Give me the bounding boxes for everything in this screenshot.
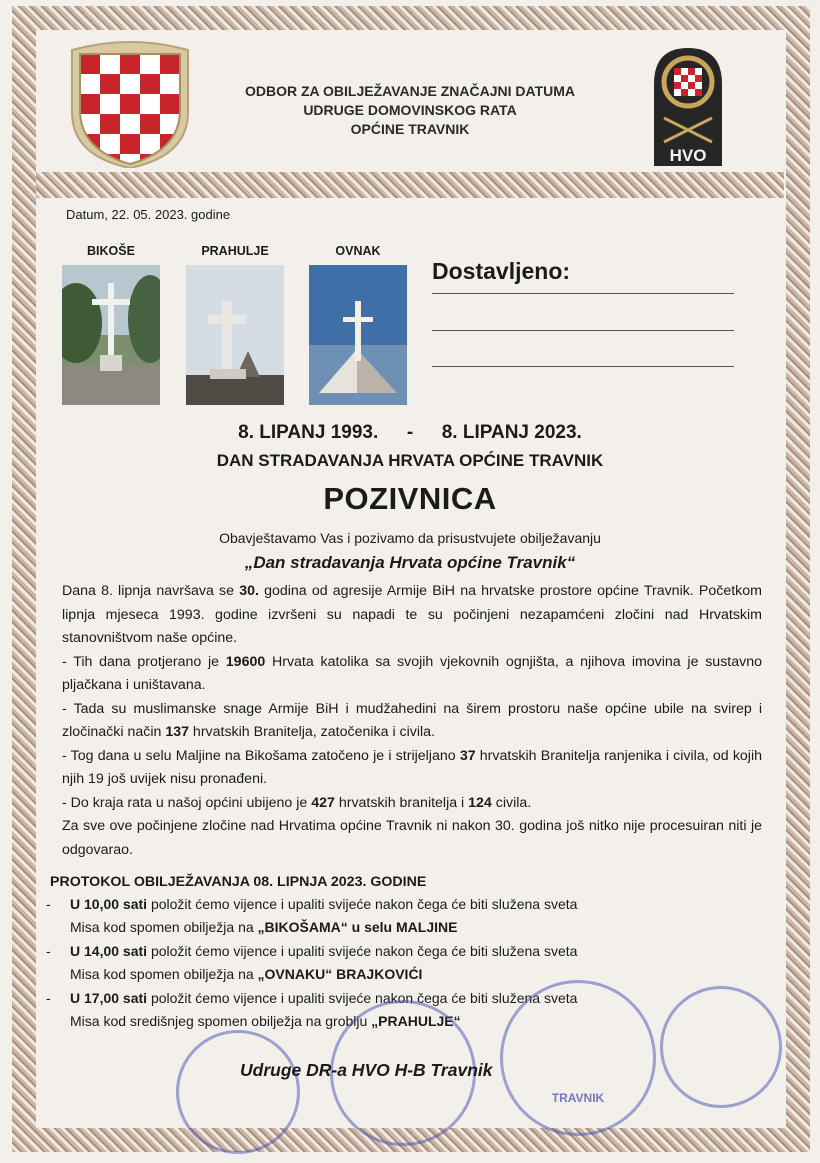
body-paragraph: - Tog dana u selu Maljine na Bikošama zatočeno je i strijeljano 37 hrvatskih Branitelja ranjenika i civila, od kojih njih 19 još uvijek nisu pronađeni. bbox=[62, 747, 762, 787]
checker-square bbox=[100, 54, 120, 74]
checker-square bbox=[140, 94, 160, 114]
checker-square bbox=[140, 114, 160, 134]
protocol-item: - U 14,00 sati položit ćemo vijence i upaliti svijeće nakon čega će biti služena sveta Misa kod spomen obilježja na „OVNAKU“ BRAJKOVIĆI bbox=[46, 942, 578, 983]
checker-square bbox=[120, 114, 140, 134]
checker-square bbox=[681, 89, 688, 96]
checker-square bbox=[80, 54, 100, 74]
recipient-line-2 bbox=[432, 330, 734, 331]
recipient-line-1 bbox=[432, 293, 734, 294]
checker-square bbox=[688, 89, 695, 96]
checker-square bbox=[160, 54, 180, 74]
body-paragraph: - Do kraja rata u našoj općini ubijeno je 427 hrvatskih branitelja i 124 civila. bbox=[62, 794, 532, 811]
checker-square bbox=[140, 134, 160, 154]
checker-square bbox=[681, 68, 688, 75]
official-stamp bbox=[176, 1030, 300, 1154]
body-text bbox=[62, 580, 762, 862]
coat-of-arms-logo bbox=[66, 40, 194, 168]
checker-square bbox=[681, 82, 688, 89]
day-title: DAN STRADAVANJA HRVATA OPĆINE TRAVNIK bbox=[216, 451, 604, 470]
org-line-3: OPĆINE TRAVNIK bbox=[350, 121, 470, 137]
checker-square bbox=[674, 89, 681, 96]
stamp-text: TRAVNIK bbox=[551, 1091, 605, 1105]
checker-square bbox=[681, 75, 688, 82]
checker-square bbox=[100, 94, 120, 114]
signature: Udruge DR-a HVO H-B Travnik bbox=[240, 1060, 493, 1080]
official-stamp bbox=[500, 980, 656, 1136]
organization-heading bbox=[200, 82, 620, 139]
checker-square bbox=[674, 82, 681, 89]
checker-square bbox=[674, 68, 681, 75]
event-name: „Dan stradavanja Hrvata općine Travnik“ bbox=[244, 553, 576, 572]
checker-square bbox=[688, 68, 695, 75]
checker-square bbox=[120, 134, 140, 154]
recipient-line-3 bbox=[432, 366, 734, 367]
checker-square bbox=[120, 94, 140, 114]
photo-label-prahulje: PRAHULJE bbox=[201, 244, 269, 258]
body-paragraph: - Tada su muslimanske snage Armije BiH i mudžahedini na širem prostoru naše općine ubile na svirep i zločinački način 137 hrvatskih Branitelja, zatočenika i civila. bbox=[62, 700, 762, 740]
protocol-title: PROTOKOL OBILJEŽAVANJA 08. LIPNJA 2023. GODINE bbox=[50, 874, 427, 890]
hvo-logo bbox=[650, 44, 726, 170]
body-paragraph: - Tih dana protjerano je 19600 Hrvata katolika sa svojih vjekovnih ognjišta, a njihova imovina je sustavno pljačkana i uništavana. bbox=[62, 653, 762, 693]
checker-square bbox=[120, 54, 140, 74]
photo-label-bikose: BIKOŠE bbox=[87, 244, 135, 258]
checker-square bbox=[695, 89, 702, 96]
body-paragraph: Za sve ove počinjene zločine nad Hrvatima općine Travnik ni nakon 30. godina još nitko nije procesuiran niti je odgovarao. bbox=[62, 818, 762, 858]
checker-square bbox=[688, 82, 695, 89]
checker-square bbox=[140, 74, 160, 94]
protocol-item: - U 10,00 sati položit ćemo vijence i upaliti svijeće nakon čega će biti služena sveta Misa kod spomen obilježja na „BIKOŠAMA“ u selu MALJINE bbox=[46, 896, 578, 936]
checker-square bbox=[695, 68, 702, 75]
checker-square bbox=[80, 74, 100, 94]
org-line-1: ODBOR ZA OBILJEŽAVANJE ZNAČAJNI DATUMA bbox=[244, 83, 576, 99]
start-date: 8. LIPANJ 1993. bbox=[238, 422, 379, 443]
invitation-title: POZIVNICA bbox=[323, 481, 497, 516]
photo-bikose-memorial bbox=[62, 265, 160, 405]
checker-square bbox=[100, 114, 120, 134]
checker-square bbox=[140, 54, 160, 74]
delivered-to-label: Dostavljeno: bbox=[432, 258, 571, 284]
checker-square bbox=[674, 75, 681, 82]
hvo-logo-text: HVO bbox=[669, 146, 707, 165]
photo-ovnak-memorial bbox=[309, 265, 407, 405]
photo-prahulje-memorial bbox=[186, 265, 284, 405]
checker-square bbox=[100, 134, 120, 154]
checker-square bbox=[160, 94, 180, 114]
checker-square bbox=[695, 82, 702, 89]
date-separator: - bbox=[406, 422, 414, 443]
photo-label-ovnak: OVNAK bbox=[335, 244, 381, 258]
anniversary-dates bbox=[0, 422, 820, 444]
end-date: 8. LIPANJ 2023. bbox=[441, 422, 582, 443]
official-stamp bbox=[660, 986, 782, 1108]
checker-square bbox=[100, 74, 120, 94]
document-date: Datum, 22. 05. 2023. godine bbox=[66, 207, 231, 222]
checker-square bbox=[688, 75, 695, 82]
checker-square bbox=[695, 75, 702, 82]
org-line-2: UDRUGE DOMOVINSKOG RATA bbox=[303, 102, 517, 118]
protocol-item: - U 17,00 sati položit ćemo vijence i upaliti svijeće nakon čega će biti služena sveta Misa kod središnjeg spomen obilježja na groblju „PRAHULJE“ bbox=[46, 989, 578, 1030]
body-paragraph: Dana 8. lipnja navršava se 30. godina od agresije Armije BiH na hrvatske prostore općine Travnik. Početkom lipnja mjeseca 1993. godine izvršeni su napadi te su počinjeni nezapamćeni zločini nad Hrvatskim stanovništvom naše općine. bbox=[62, 583, 762, 646]
header-divider bbox=[36, 172, 784, 198]
checker-square bbox=[80, 94, 100, 114]
invite-text: Obavještavamo Vas i pozivamo da prisustvujete obilježavanju bbox=[219, 530, 601, 546]
checker-square bbox=[160, 74, 180, 94]
checker-square bbox=[120, 74, 140, 94]
